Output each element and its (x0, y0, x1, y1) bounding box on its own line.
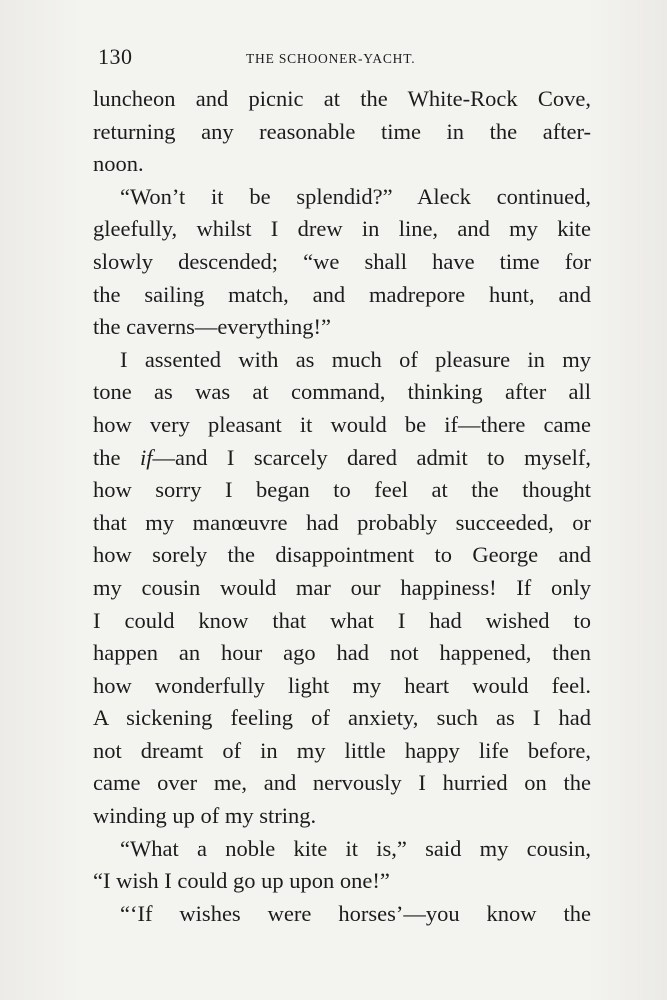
text-line: not dreamt of in my little happy life before, (93, 737, 591, 763)
text-line: “‘If wishes were horses’—you know the (120, 900, 591, 926)
text-line: tone as was at command, thinking after all (93, 379, 591, 405)
text-line: “I wish I could go up upon one!” (93, 868, 390, 894)
italic-word: if (139, 444, 153, 470)
text-line: luncheon and picnic at the White-Rock Cove, (93, 86, 591, 111)
body-text (93, 83, 591, 930)
text-line: winding up of my string. (93, 803, 317, 829)
text-line: noon. (93, 151, 144, 177)
running-head: THE SCHOONER-YACHT. (246, 51, 416, 66)
text-segment: —and I scarcely dared admit to myself, (152, 444, 592, 470)
text-line: slowly descended; “we shall have time for (93, 248, 591, 274)
text-line: came over me, and nervously I hurried on the (93, 770, 591, 796)
text-line: I assented with as much of pleasure in my (120, 346, 591, 372)
text-line: the caverns—everything!” (93, 314, 332, 340)
text-line: how wonderfully light my heart would feel. (93, 672, 591, 698)
text-line: A sickening feeling of anxiety, such as I had (93, 705, 591, 731)
text-line: how sorry I began to feel at the thought (93, 477, 591, 503)
text-line: “Won’t it be splendid?” Aleck continued, (120, 183, 591, 209)
text-line: gleefully, whilst I drew in line, and my kite (93, 216, 591, 242)
text-line: I could know that what I had wished to (93, 607, 591, 633)
page-number: 130 (98, 44, 133, 69)
page-header (96, 44, 592, 74)
text-line: that my manœuvre had probably succeeded, or (93, 509, 591, 535)
text-segment: the (93, 444, 121, 470)
text-line: “What a noble kite it is,” said my cousin, (120, 835, 591, 861)
text-line: how very pleasant it would be if—there came (93, 411, 591, 437)
text-line: how sorely the disappointment to George and (93, 542, 591, 568)
text-line: my cousin would mar our happiness! If only (93, 574, 591, 600)
text-line: returning any reasonable time in the after- (93, 118, 591, 144)
text-line-mixed (93, 442, 591, 475)
text-line: happen an hour ago had not happened, then (93, 640, 591, 666)
text-line: the sailing match, and madrepore hunt, and (93, 281, 591, 307)
